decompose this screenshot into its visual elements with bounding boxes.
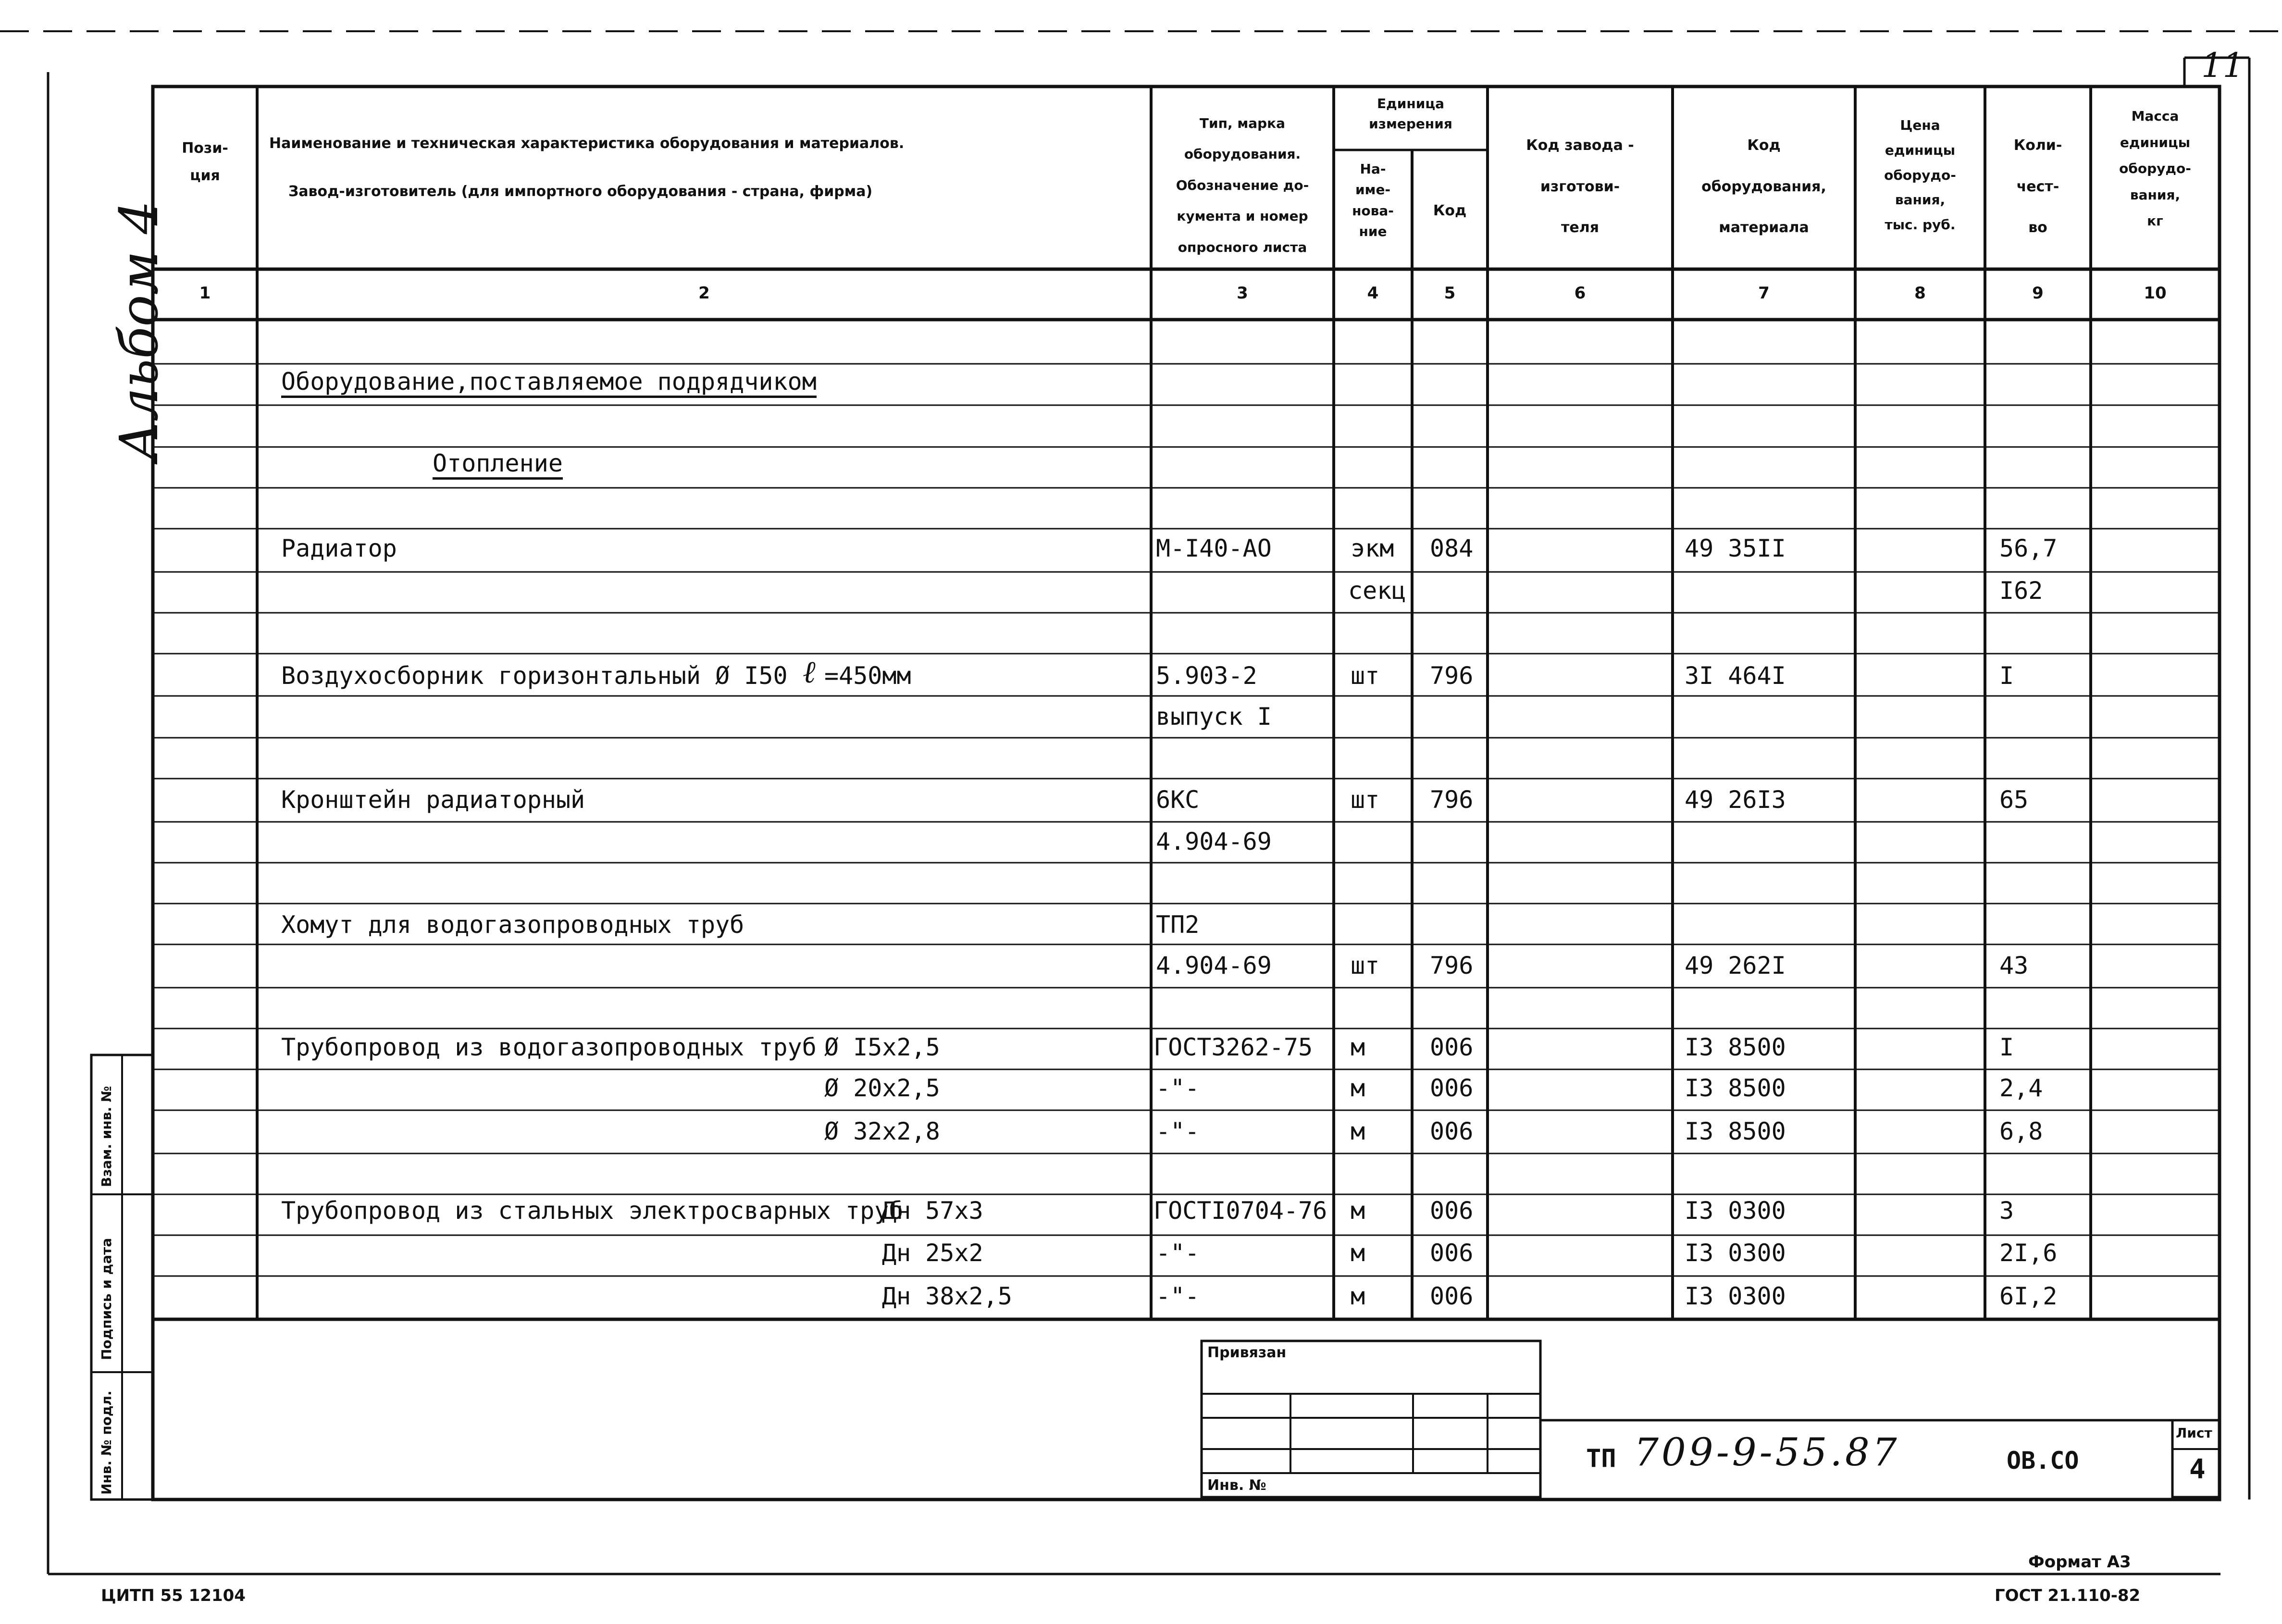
row-size: Ø 20x2,5 <box>824 1074 940 1102</box>
row-material-code: 49 35II <box>1685 534 1786 562</box>
row-quantity: I <box>1999 662 2014 690</box>
row-name: Трубопровод из стальных электросварных труб <box>281 1197 904 1225</box>
row-unit: шт <box>1351 662 1380 690</box>
row-unit: м <box>1351 1033 1365 1061</box>
footer-left-code: ЦИТП 55 12104 <box>101 1586 246 1605</box>
row-quantity: 2I,6 <box>1999 1239 2058 1267</box>
row-material-code: I3 0300 <box>1685 1239 1786 1267</box>
row-quantity: 6,8 <box>1999 1117 2043 1145</box>
header-col1: Пози- ция <box>182 140 228 184</box>
length-symbol: ℓ <box>803 655 816 690</box>
row-name: Кронштейн радиаторный <box>281 786 585 814</box>
footer-format: Формат А3 <box>2028 1552 2131 1572</box>
row-size: Дн 38x2,5 <box>882 1282 1012 1310</box>
row-type: М-I40-AO <box>1156 534 1272 562</box>
row-code: 006 <box>1430 1239 1474 1267</box>
row-unit: м <box>1351 1197 1365 1225</box>
col-number-1: 1 <box>199 284 211 303</box>
row-material-code: 3I 464I <box>1685 662 1786 690</box>
header-col4: На- име- нова- ние <box>1352 161 1394 240</box>
row-type: 6КС <box>1156 786 1200 814</box>
section-equipment: Оборудование,поставляемое подрядчиком <box>281 368 817 398</box>
row-unit: шт <box>1351 952 1380 979</box>
row-quantity: 2,4 <box>1999 1074 2043 1102</box>
row-unit: м <box>1351 1117 1365 1145</box>
title-doc-prefix: ТП <box>1586 1444 1616 1473</box>
row-type: -"- <box>1156 1117 1200 1145</box>
row-type: -"- <box>1156 1074 1200 1102</box>
row-unit: шт <box>1351 786 1380 814</box>
col-number-2: 2 <box>698 284 710 303</box>
row-unit: м <box>1351 1282 1365 1310</box>
row-name: Воздухосборник горизонтальный Ø I50 <box>281 662 788 690</box>
row-type: ТП2 <box>1156 911 1200 939</box>
row-unit: экм <box>1351 534 1394 562</box>
row-material-code: 49 26I3 <box>1685 786 1786 814</box>
col-number-9: 9 <box>2032 284 2044 303</box>
row-code: 084 <box>1430 534 1474 562</box>
row-name: Хомут для водогазопроводных труб <box>281 911 744 939</box>
row-size: Дн 57x3 <box>882 1197 983 1225</box>
row-quantity: I <box>1999 1033 2014 1061</box>
col-number-5: 5 <box>1444 284 1456 303</box>
section-heating: Отопление <box>433 449 563 480</box>
header-col2-line2: Завод-изготовитель (для импортного оборудования - страна, фирма) <box>288 183 873 200</box>
row-type: ГОСТ3262-75 <box>1153 1033 1313 1061</box>
row-code: 006 <box>1430 1197 1474 1225</box>
row-type: 4.904-69 <box>1156 952 1272 979</box>
album-note: Альбом 4 <box>108 200 170 461</box>
col-number-7: 7 <box>1758 284 1770 303</box>
stamp-inv-replaced: Взам. инв. № <box>99 1086 114 1187</box>
row-unit: м <box>1351 1074 1365 1102</box>
row-quantity: 65 <box>1999 786 2029 814</box>
col-number-4: 4 <box>1367 284 1379 303</box>
row-name-tail: =450мм <box>824 662 911 690</box>
stamp-sign-date: Подпись и дата <box>99 1238 114 1360</box>
row-type: -"- <box>1156 1239 1200 1267</box>
row-type: выпуск I <box>1156 703 1272 731</box>
row-code: 796 <box>1430 662 1474 690</box>
row-material-code: I3 0300 <box>1685 1197 1786 1225</box>
row-size: Дн 25x2 <box>882 1239 983 1267</box>
row-material-code: I3 0300 <box>1685 1282 1786 1310</box>
stamp-inv-original: Инв. № подл. <box>99 1390 114 1495</box>
row-material-code: 49 262I <box>1685 952 1786 979</box>
col-number-8: 8 <box>1914 284 1926 303</box>
row-size: Ø I5x2,5 <box>824 1033 940 1061</box>
sheet-number-top: 11 <box>2201 46 2245 85</box>
header-col6: Код завода - изготови- теля <box>1526 137 1634 236</box>
row-unit: м <box>1351 1239 1365 1267</box>
row-type: 4.904-69 <box>1156 828 1272 855</box>
row-material-code: I3 8500 <box>1685 1033 1786 1061</box>
row-code: 796 <box>1430 952 1474 979</box>
row-type: ГОСТI0704-76 <box>1153 1197 1327 1225</box>
row-quantity: 6I,2 <box>1999 1282 2058 1310</box>
row-quantity: 43 <box>1999 952 2029 979</box>
title-doc-code: ОВ.СО <box>2007 1447 2079 1475</box>
title-doc-number: 709-9-55.87 <box>1634 1430 1900 1475</box>
row-code: 006 <box>1430 1074 1474 1102</box>
header-col8: Цена единицы оборудо- вания, тыс. руб. <box>1884 117 1956 233</box>
title-sheet-value: 4 <box>2189 1454 2206 1485</box>
row-size: Ø 32x2,8 <box>824 1117 940 1145</box>
header-col10: Масса единицы оборудо- вания, кг <box>2119 108 2191 229</box>
row-quantity: 56,7 <box>1999 534 2058 562</box>
header-col5: Код <box>1433 202 1467 219</box>
row-name: Трубопровод из водогазопроводных труб <box>281 1033 817 1061</box>
header-col7: Код оборудования, материала <box>1701 137 1826 236</box>
footer-standard: ГОСТ 21.110-82 <box>1995 1586 2141 1605</box>
row-code: 796 <box>1430 786 1474 814</box>
header-unit-group: Единица измерения <box>1369 96 1452 132</box>
row-code: 006 <box>1430 1282 1474 1310</box>
row-material-code: I3 8500 <box>1685 1074 1786 1102</box>
row-quantity: 3 <box>1999 1197 2014 1225</box>
header-col2-line1: Наименование и техническая характеристика оборудования и материалов. <box>269 135 905 152</box>
header-col9: Коли- чест- во <box>2013 137 2062 236</box>
row-name: Радиатор <box>281 534 397 562</box>
row-code: 006 <box>1430 1117 1474 1145</box>
col-number-6: 6 <box>1574 284 1586 303</box>
col-number-3: 3 <box>1237 284 1248 303</box>
col-number-10: 10 <box>2144 284 2167 303</box>
row-material-code: I3 8500 <box>1685 1117 1786 1145</box>
row-quantity: I62 <box>1999 577 2043 605</box>
title-sheet-label: Лист <box>2176 1425 2212 1441</box>
row-code: 006 <box>1430 1033 1474 1061</box>
row-unit: секц <box>1348 577 1406 605</box>
title-inv-no: Инв. № <box>1207 1477 1266 1494</box>
row-type: 5.903-2 <box>1156 662 1257 690</box>
row-type: -"- <box>1156 1282 1200 1310</box>
header-col3: Тип, марка оборудования. Обозначение до- кумента и номер опросного листа <box>1176 115 1309 255</box>
title-privyazan: Привязан <box>1207 1344 1287 1361</box>
